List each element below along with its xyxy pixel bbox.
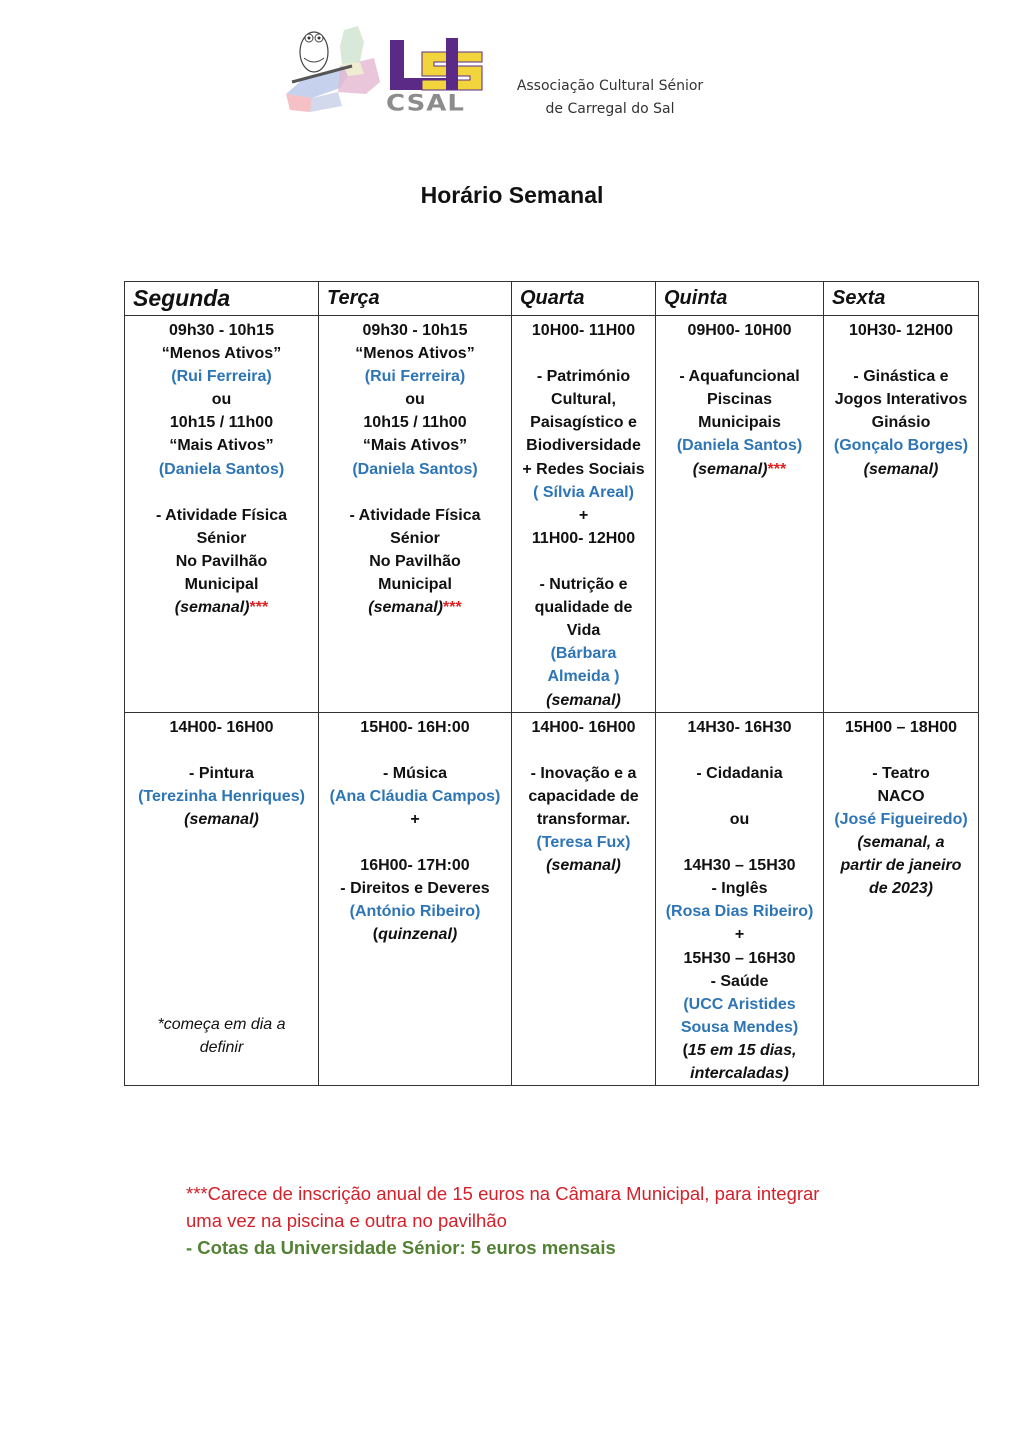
or-separator: ou	[211, 391, 232, 409]
activity-name: - Atividade Física	[349, 506, 481, 524]
plus-separator: +	[578, 506, 589, 524]
instructor-name: (Daniela Santos)	[352, 460, 478, 478]
instructor-name: (Rui Ferreira)	[364, 368, 466, 386]
cell-tuesday-morning	[319, 316, 512, 713]
activity-name: - Património	[536, 368, 631, 386]
activity-name: - Ginástica e	[853, 368, 949, 386]
cell-friday-morning	[824, 316, 979, 713]
cell-monday-afternoon	[125, 712, 319, 1086]
activity-name: - Cidadania	[696, 764, 783, 782]
cell-monday-morning	[125, 316, 319, 713]
morning-row	[125, 316, 979, 713]
activity-name: - Inovação e a	[530, 764, 637, 782]
org-name-line: Associação Cultural Sénior	[516, 78, 704, 94]
activity-name: Ginásio	[871, 414, 931, 432]
page-title: Horário Semanal	[420, 182, 604, 208]
registration-note: uma vez na piscina e outra no pavilhão	[186, 1210, 507, 1231]
frequency	[656, 458, 823, 481]
or-separator: ou	[405, 391, 425, 409]
time-slot: 10H00- 11H00	[531, 322, 636, 339]
plus-separator: +	[410, 810, 420, 828]
frequency: (semanal)	[546, 857, 621, 875]
activity-name: - Saúde	[710, 972, 769, 990]
frequency-text: (semanal)	[174, 599, 250, 617]
or-separator: ou	[729, 810, 750, 828]
time-slot: 14H00- 16H00	[531, 718, 636, 736]
activity-name: qualidade de	[534, 599, 633, 617]
owl-map-logo-icon	[282, 22, 382, 112]
activity-name: - Aquafuncional	[679, 368, 800, 386]
column-header-wednesday: Quarta	[512, 282, 656, 316]
time-slot: 16H00- 17H:00	[360, 857, 470, 875]
activity-name: Piscinas	[707, 391, 772, 409]
activity-name: Municipais	[698, 414, 781, 432]
activity-name: Sénior	[196, 529, 247, 547]
frequency	[656, 1039, 823, 1062]
activity-name: transformar.	[536, 810, 631, 828]
time-slot: 09h30 - 10h15	[362, 322, 468, 339]
registration-note: ***Carece de inscrição anual de 15 euros na Câmara Municipal, para integrar	[186, 1183, 820, 1204]
activity-name: - Música	[382, 764, 447, 782]
registration-mark: ***	[767, 460, 787, 478]
instructor-name: Sousa Mendes)	[680, 1018, 799, 1036]
activity-name: capacidade de	[528, 787, 639, 805]
time-slot: 15H00 – 18H00	[844, 718, 958, 736]
time-slot: 11H00- 12H00	[531, 529, 636, 547]
activity-name: Paisagístico e	[530, 414, 637, 432]
instructor-name: (Gonçalo Borges)	[833, 437, 969, 455]
frequency	[319, 923, 511, 946]
cell-friday-afternoon	[824, 712, 979, 1086]
instructor-name: (Terezinha Henriques)	[138, 787, 305, 805]
instructor-name: (UCC Aristides	[683, 995, 796, 1013]
frequency: intercaladas)	[690, 1065, 789, 1082]
afternoon-row	[125, 712, 979, 1086]
instructor-name: Almeida )	[547, 668, 620, 686]
group-name: “Mais Ativos”	[169, 437, 274, 455]
frequency: (semanal)	[863, 460, 939, 478]
cell-wednesday-afternoon	[512, 712, 656, 1086]
column-header-friday: Sexta	[824, 282, 979, 316]
activity-name: - Nutrição e	[539, 576, 628, 594]
registration-mark: ***	[443, 599, 462, 617]
instructor-name: (Bárbara	[550, 645, 617, 663]
time-slot: 14H30- 16H30	[687, 718, 792, 736]
registration-mark: ***	[249, 599, 269, 617]
cell-thursday-afternoon	[656, 712, 824, 1086]
cell-tuesday-afternoon	[319, 712, 512, 1086]
org-name-line: de Carregal do Sal	[545, 101, 675, 118]
instructor-name: (Rui Ferreira)	[171, 368, 272, 386]
frequency-text: (semanal)	[368, 599, 443, 617]
instructor-name: (Teresa Fux)	[536, 834, 631, 852]
location: No Pavilhão	[369, 552, 461, 570]
weekly-schedule-table	[124, 281, 979, 1086]
note-line: *começa em dia a	[157, 1015, 286, 1033]
instructor-name: (José Figueiredo)	[834, 810, 968, 828]
activity-name: - Pintura	[189, 764, 254, 782]
frequency: (semanal)	[184, 810, 259, 828]
cell-thursday-morning	[656, 316, 824, 713]
instructor-name: (Rosa Dias Ribeiro)	[665, 903, 814, 921]
activity-name: Cultural,	[551, 391, 616, 409]
frequency-text: quinzenal)	[378, 926, 458, 944]
footnotes	[186, 1180, 819, 1261]
group-name: “Mais Ativos”	[362, 437, 468, 455]
instructor-name: (Daniela Santos)	[676, 437, 803, 455]
column-header-monday: Segunda	[125, 282, 319, 316]
time-slot: 09H00- 10H00	[687, 322, 792, 339]
time-slot: 10h15 / 11h00	[169, 414, 274, 432]
frequency: partir de janeiro	[840, 857, 962, 875]
instructor-name: (António Ribeiro)	[349, 903, 481, 921]
group-name: “Menos Ativos”	[161, 345, 282, 363]
frequency	[319, 596, 511, 619]
group-name: “Menos Ativos”	[355, 345, 475, 363]
fees-note: - Cotas da Universidade Sénior: 5 euros mensais	[186, 1237, 616, 1258]
us-monogram-icon	[382, 38, 492, 93]
instructor-name: ( Sílvia Areal)	[533, 483, 634, 501]
frequency-text: 15 em 15 dias,	[687, 1041, 797, 1059]
start-date-note	[125, 1013, 318, 1059]
activity-name: - Direitos e Deveres	[340, 880, 490, 898]
time-slot: 14H00- 16H00	[169, 718, 274, 736]
instructor-name: (Ana Cláudia Campos)	[329, 787, 501, 805]
frequency: de 2023)	[868, 880, 934, 898]
frequency	[125, 596, 318, 619]
activity-name: Sénior	[390, 529, 440, 547]
time-slot: 15H30 – 16H30	[683, 949, 796, 967]
time-slot: 15H00- 16H:00	[360, 718, 470, 736]
activity-name: Vida	[566, 622, 601, 640]
frequency: (semanal)	[546, 691, 621, 709]
column-header-tuesday: Terça	[319, 282, 512, 316]
activity-name: - Inglês	[711, 880, 768, 898]
table-header-row	[125, 282, 979, 316]
activity-name: NACO	[877, 787, 925, 805]
time-slot: 09h30 - 10h15	[169, 322, 274, 339]
frequency-text: (semanal)	[692, 460, 768, 478]
time-slot: 14H30 – 15H30	[683, 857, 796, 875]
frequency: (semanal, a	[857, 834, 945, 852]
plus-separator: +	[734, 926, 745, 944]
location: Municipal	[184, 576, 259, 594]
frequency-paren: (	[682, 1041, 688, 1059]
location: No Pavilhão	[175, 552, 268, 570]
activity-name: - Teatro	[872, 764, 930, 782]
time-slot: 10h15 / 11h00	[363, 414, 467, 432]
activity-name: Jogos Interativos	[834, 391, 968, 409]
time-slot: 10H30- 12H00	[848, 322, 954, 339]
cell-wednesday-morning	[512, 316, 656, 713]
location: Municipal	[378, 576, 452, 594]
note-line: definir	[199, 1038, 244, 1056]
column-header-thursday: Quinta	[656, 282, 824, 316]
organization-name	[500, 78, 720, 124]
instructor-name: (Daniela Santos)	[158, 460, 285, 478]
frequency-paren: (	[372, 926, 379, 944]
activity-name: Biodiversidade	[526, 437, 641, 455]
activity-name: - Atividade Física	[156, 506, 287, 524]
organization-logo	[282, 18, 732, 118]
logo-acronym: CSAL	[386, 91, 465, 117]
activity-name: + Redes Sociais	[522, 460, 645, 478]
